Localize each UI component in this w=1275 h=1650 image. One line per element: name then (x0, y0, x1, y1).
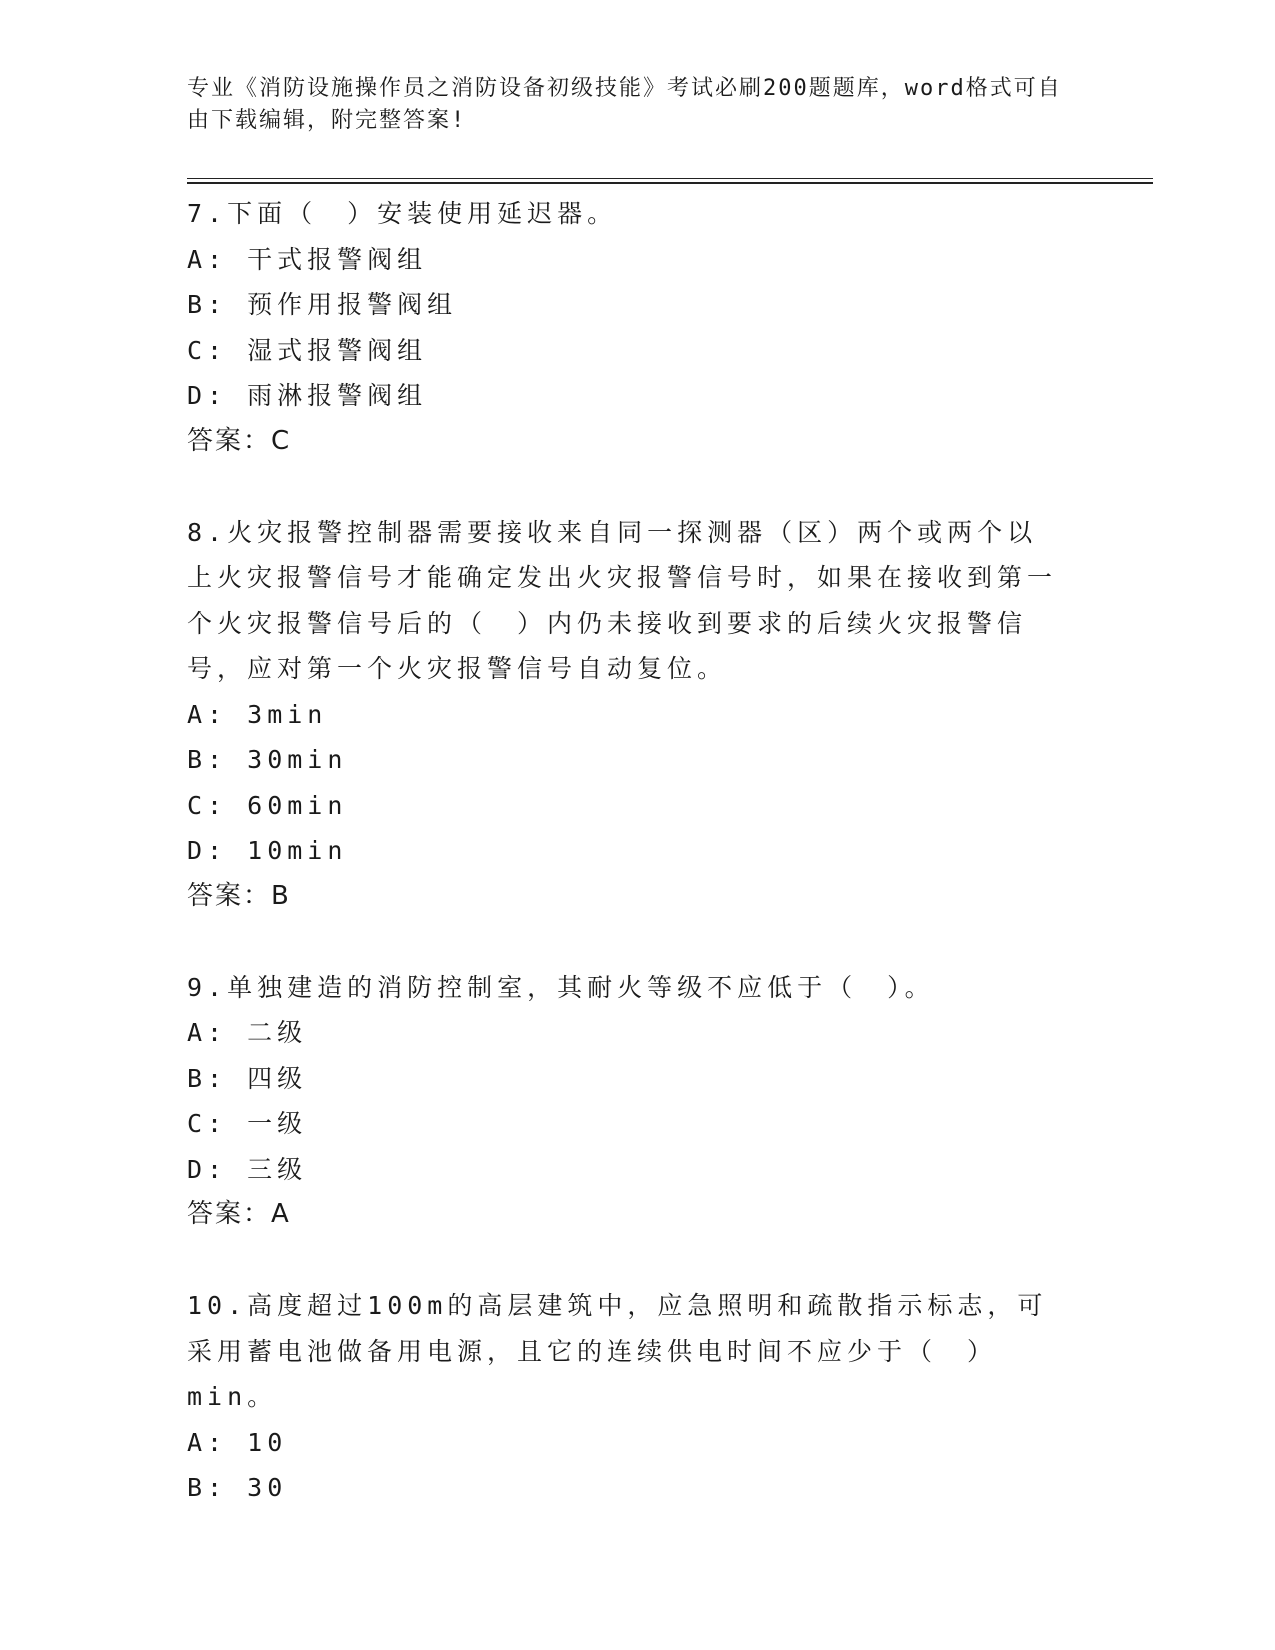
question-stem: 7.下面（ ）安装使用延迟器。 (187, 199, 618, 228)
option-b: B: 四级 (187, 1063, 308, 1093)
option-d: D: 三级 (187, 1154, 308, 1184)
option-d: D: 雨淋报警阀组 (187, 381, 428, 410)
option-c: C: 一级 (187, 1109, 308, 1138)
question-stem: 8.火灾报警控制器需要接收来自同一探测器（区）两个或两个以上火灾报警信号才能确定发出火灾报警信号时，如果在接收到第一个火灾报警信号后的（ ）内仍未接收到要求的后续火灾报警信号，应对第一个火灾报警信号自动复位。 (187, 517, 1058, 683)
question-8 (187, 510, 1067, 920)
option-c: C: 60min (187, 790, 348, 820)
option-b: B: 30 (187, 1473, 288, 1502)
question-list (187, 191, 1067, 1511)
answer: 答案：A (187, 1199, 291, 1229)
question-stem: 10.高度超过100m的高层建筑中，应急照明和疏散指示标志，可采用蓄电池做备用电源，且它的连续供电时间不应少于（ ）min。 (187, 1291, 1048, 1411)
question-9 (187, 965, 1067, 1238)
question-stem: 9.单独建造的消防控制室，其耐火等级不应低于（ ）。 (187, 972, 935, 1002)
spacer (187, 464, 1067, 510)
spacer (187, 1238, 1067, 1284)
option-a: A: 二级 (187, 1018, 308, 1047)
option-a: A: 10 (187, 1427, 288, 1457)
option-d: D: 10min (187, 836, 348, 865)
header-divider-thick (187, 182, 1153, 184)
header-divider-thin (187, 178, 1153, 179)
option-b: B: 预作用报警阀组 (187, 290, 458, 319)
option-b: B: 30min (187, 745, 348, 774)
answer: 答案：C (187, 425, 292, 456)
option-a: A: 3min (187, 699, 328, 729)
spacer (187, 919, 1067, 965)
answer: 答案：B (187, 880, 291, 911)
option-c: C: 湿式报警阀组 (187, 335, 428, 365)
option-a: A: 干式报警阀组 (187, 244, 428, 274)
question-10 (187, 1283, 1067, 1511)
document-header: 专业《消防设施操作员之消防设备初级技能》考试必刷200题题库，word格式可自由下载编辑，附完整答案! (187, 76, 1062, 133)
question-7 (187, 191, 1067, 464)
